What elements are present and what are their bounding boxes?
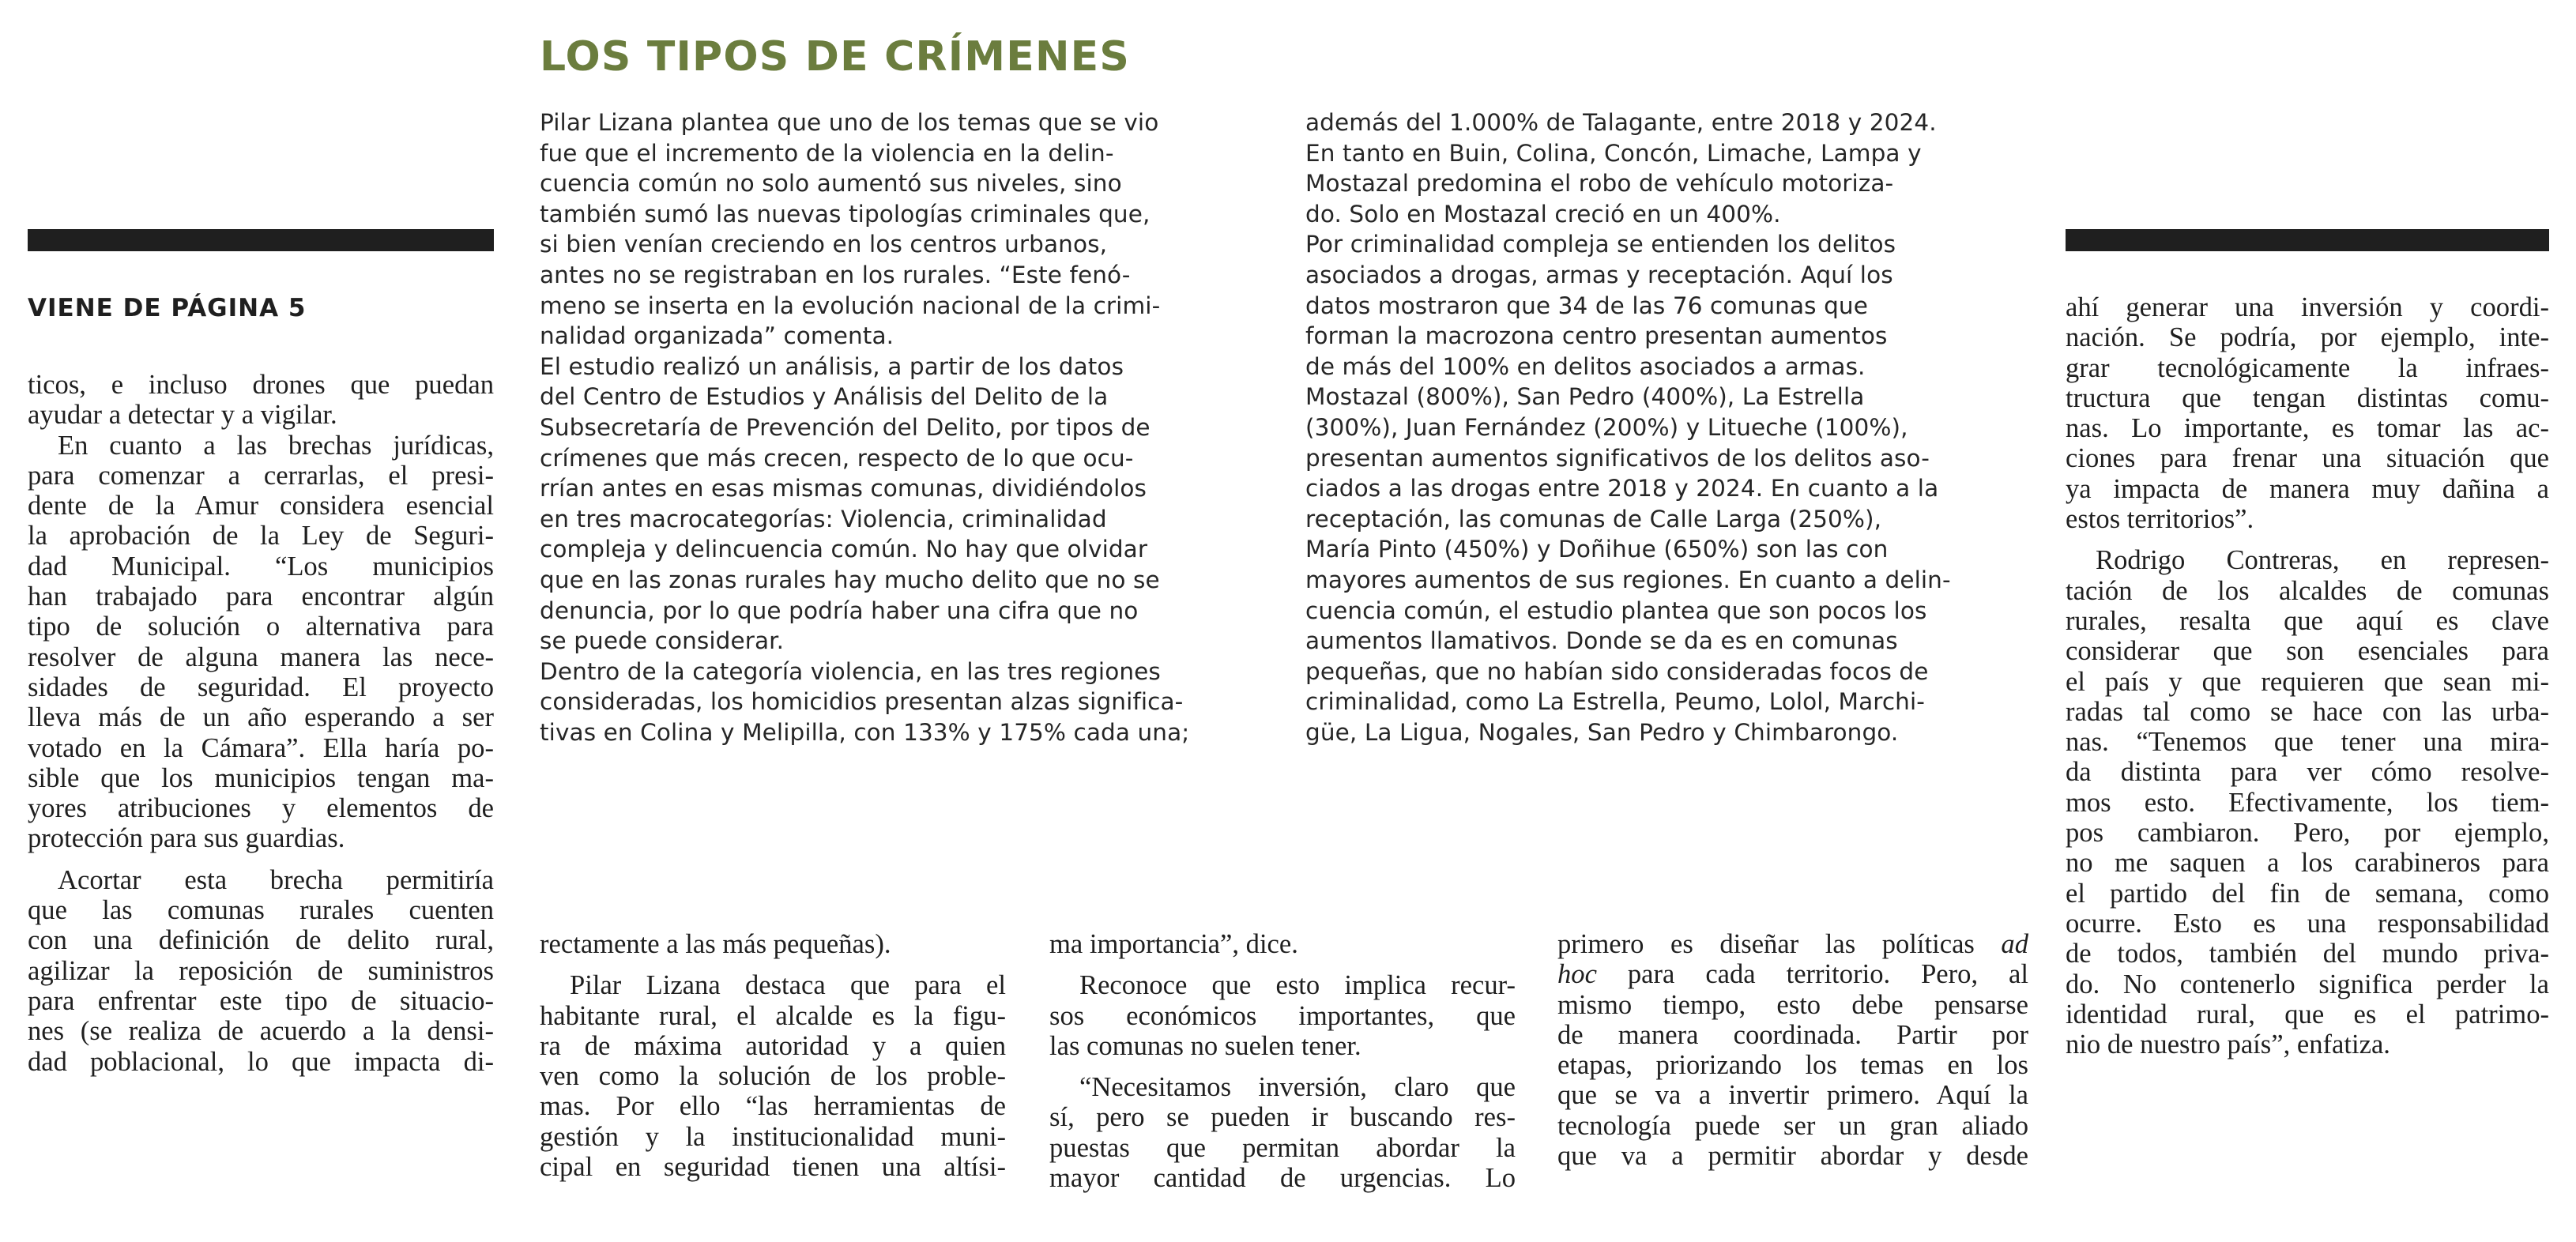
- text-line: tructura que tengan distintas comu-: [2066, 382, 2549, 413]
- text-line: de todos, también del mundo priva-: [2066, 939, 2549, 969]
- text-line: dad poblacional, lo que impacta di-: [28, 1046, 494, 1077]
- text-line: para enfrentar este tipo de situacio-: [28, 985, 494, 1016]
- text-line: sible que los municipios tengan ma-: [28, 762, 494, 793]
- text-line: nación. Se podría, por ejemplo, inte-: [2066, 322, 2549, 353]
- text-line: que se va a invertir primero. Aquí la: [1557, 1080, 2028, 1111]
- text-line: receptación, las comunas de Calle Larga (250%),: [1305, 505, 1882, 533]
- text-line: etapas, priorizando los temas en los: [1557, 1050, 2028, 1081]
- text-line: mos esto. Efectivamente, los tiem-: [2066, 787, 2549, 818]
- text-line: rectamente a las más pequeñas).: [540, 929, 891, 959]
- text-line: ahí generar una inversión y coordi-: [2066, 292, 2549, 322]
- text-line: mismo tiempo, esto debe pensarse: [1557, 989, 2028, 1020]
- text-line: el país y que requieren que sean mi-: [2066, 666, 2549, 697]
- text-line: ocurre. Esto es una responsabilidad: [2066, 908, 2549, 939]
- text-line: lleva más de un año esperando a ser: [28, 702, 494, 733]
- text-line: nes (se realiza de acuerdo a la densi-: [28, 1016, 494, 1047]
- text-line: Mostazal (800%), San Pedro (400%), La Estrella: [1305, 383, 1865, 411]
- text-line: resolver de alguna manera las nece-: [28, 642, 494, 672]
- text-line: sidades de seguridad. El proyecto: [28, 672, 494, 702]
- text-line: protección para sus guardias.: [28, 823, 345, 854]
- text-line: la aprobación de la Ley de Seguri-: [28, 521, 494, 551]
- text-line: cuencia común no solo aumentó sus niveles, sino: [540, 170, 1122, 198]
- text-line: el partido del fin de semana, como: [2066, 878, 2549, 909]
- column-1-text: [28, 370, 494, 1077]
- text-line: [1557, 959, 2028, 989]
- text-line: criminalidad, como La Estrella, Peumo, Lolol, Marchi-: [1305, 688, 1926, 716]
- text-line: El estudio realizó un análisis, a partir de los datos: [540, 352, 1124, 380]
- text-line: cipal en seguridad tienen una altísi-: [540, 1152, 1006, 1183]
- text-line: rurales, resalta que aquí es clave: [2066, 605, 2549, 636]
- text-line: ra de máxima autoridad y a quien: [540, 1030, 1006, 1061]
- text-line: de manera coordinada. Partir por: [1557, 1019, 2028, 1050]
- text-line: aumentos llamativos. Donde se da es en comunas: [1305, 627, 1898, 655]
- text-line: identidad rural, que es el patrimo-: [2066, 999, 2549, 1029]
- text-line: ma importancia”, dice.: [1049, 929, 1298, 959]
- text-line: do. No contenerlo significa perder la: [2066, 969, 2549, 999]
- text-line: pos cambiaron. Pero, por ejemplo,: [2066, 818, 2549, 849]
- text-line: no me saquen a los carabineros para: [2066, 848, 2549, 879]
- text-line: radas tal como se hace con las urba-: [2066, 696, 2549, 727]
- italic-term: hoc: [1557, 959, 1597, 990]
- text-line: también sumó las nuevas tipologías criminales que,: [540, 200, 1151, 228]
- text-line: asociados a drogas, armas y receptación. Aquí los: [1305, 261, 1893, 288]
- text-line: Dentro de la categoría violencia, en las tres regiones: [540, 657, 1161, 685]
- sidebar-text-left: [540, 107, 1267, 747]
- text-line: nas. Lo importante, es tomar las ac-: [2066, 413, 2549, 444]
- text-line: ciados a las drogas entre 2018 y 2024. En cuanto a la: [1305, 475, 1939, 502]
- text-line: que en las zonas rurales hay mucho delito que no se: [540, 566, 1160, 593]
- text-line: que las comunas rurales cuenten: [28, 895, 494, 926]
- text-line: rrían antes en esas mismas comunas, dividiéndolos: [540, 475, 1147, 502]
- sidebar-text-right: [1305, 107, 2040, 747]
- text-line: sí, pero se pueden ir buscando res-: [1049, 1102, 1516, 1133]
- text-line: nas. “Tenemos que tener una mira-: [2066, 727, 2549, 758]
- text-line: en tres macrocategorías: Violencia, criminalidad: [540, 505, 1107, 533]
- text-line: mayores aumentos de sus regiones. En cuanto a delin-: [1305, 566, 1951, 593]
- text-line: presentan aumentos significativos de los delitos aso-: [1305, 444, 1930, 472]
- text-line: cuencia común, el estudio plantea que son pocos los: [1305, 597, 1927, 624]
- text-line: agilizar la reposición de suministros: [28, 955, 494, 986]
- text-line: fue que el incremento de la violencia en la delin-: [540, 139, 1114, 167]
- column-3-text: [1049, 929, 1516, 1193]
- text-line: votado en la Cámara”. Ella haría po-: [28, 732, 494, 763]
- text-line: denuncia, por lo que podría haber una cifra que no: [540, 597, 1139, 624]
- text-line: Pilar Lizana destaca que para el: [570, 970, 1006, 1001]
- text-line: güe, La Ligua, Nogales, San Pedro y Chimbarongo.: [1305, 718, 1899, 746]
- text-line: Mostazal predomina el robo de vehículo motoriza-: [1305, 170, 1894, 198]
- text-line: para comenzar a cerrarlas, el presi-: [28, 460, 494, 491]
- text-line: de más del 100% en delitos asociados a armas.: [1305, 352, 1866, 380]
- text-line: ayudar a detectar y a vigilar.: [28, 400, 337, 431]
- text-line: del Centro de Estudios y Análisis del Delito de la: [540, 383, 1109, 411]
- text-line: tación de los alcaldes de comunas: [2066, 575, 2549, 606]
- text-line: se puede considerar.: [540, 627, 785, 655]
- text-line: Por criminalidad compleja se entienden los delitos: [1305, 231, 1896, 258]
- text-line: “Necesitamos inversión, claro que: [1079, 1072, 1516, 1103]
- text-line: antes no se registraban en los rurales. “Este fenó-: [540, 261, 1131, 288]
- text-line: mayor cantidad de urgencias. Lo: [1049, 1163, 1516, 1194]
- left-column-rule: [28, 229, 494, 251]
- text-line: gestión y la institucionalidad muni-: [540, 1121, 1006, 1152]
- text-line: da distinta para ver cómo resolve-: [2066, 757, 2549, 788]
- text-line: forman la macrozona centro presentan aumentos: [1305, 322, 1888, 350]
- text-line: tivas en Colina y Melipilla, con 133% y 175% cada una;: [540, 718, 1190, 746]
- text-line: las comunas no suelen tener.: [1049, 1030, 1361, 1061]
- text-line: compleja y delincuencia común. No hay que olvidar: [540, 536, 1148, 563]
- column-2-text: [540, 929, 1006, 1182]
- text-line: habitante rural, el alcalde es la figu-: [540, 1000, 1006, 1031]
- text-line: datos mostraron que 34 de las 76 comunas que: [1305, 292, 1868, 319]
- text-line: En tanto en Buin, Colina, Concón, Limache, Lampa y: [1305, 139, 1922, 167]
- text-line: (300%), Juan Fernández (200%) y Litueche (100%),: [1305, 413, 1908, 441]
- text-line: nio de nuestro país”, enfatiza.: [2066, 1029, 2390, 1060]
- text-line: con una definición de delito rural,: [28, 925, 494, 956]
- text-line: si bien venían creciendo en los centros urbanos,: [540, 231, 1108, 258]
- section-title: LOS TIPOS DE CRÍMENES: [540, 33, 1131, 81]
- text-line: que va a permitir abordar y desde: [1557, 1141, 2028, 1172]
- text-line: mas. Por ello “las herramientas de: [540, 1091, 1006, 1122]
- text-fragment: primero es diseñar las políticas: [1557, 929, 2002, 959]
- text-line: han trabajado para encontrar algún: [28, 581, 494, 612]
- text-line: Pilar Lizana plantea que uno de los temas que se vio: [540, 109, 1159, 136]
- text-line: yores atribuciones y elementos de: [28, 793, 494, 824]
- column-4-text: [1557, 929, 2028, 1171]
- text-line: considerar que son esenciales para: [2066, 636, 2549, 667]
- text-line: ven como la solución de los proble-: [540, 1061, 1006, 1092]
- column-5-text: [2066, 292, 2549, 1059]
- continued-from-label: VIENE DE PÁGINA 5: [28, 294, 307, 322]
- text-line: tecnología puede ser un gran aliado: [1557, 1110, 2028, 1141]
- text-line: sos económicos importantes, que: [1049, 1000, 1516, 1031]
- text-line: Rodrigo Contreras, en represen-: [2096, 545, 2549, 576]
- text-line: ciones para frenar una situación que: [2066, 443, 2549, 474]
- text-line: ticos, e incluso drones que puedan: [28, 370, 494, 400]
- text-line: tipo de solución o alternativa para: [28, 612, 494, 642]
- text-line: nalidad organizada” comenta.: [540, 322, 894, 350]
- text-line: María Pinto (450%) y Doñihue (650%) son las con: [1305, 536, 1889, 563]
- text-line: dad Municipal. “Los municipios: [28, 551, 494, 581]
- text-line: grar tecnológicamente la infraes-: [2066, 352, 2549, 383]
- text-line: do. Solo en Mostazal creció en un 400%.: [1305, 200, 1781, 228]
- text-line: Acortar esta brecha permitiría: [58, 864, 494, 895]
- italic-term: ad: [2001, 929, 2028, 959]
- text-fragment: para cada territorio. Pero, al: [1596, 959, 2028, 990]
- text-line: pequeñas, que no habían sido consideradas focos de: [1305, 657, 1929, 685]
- text-line: además del 1.000% de Talagante, entre 2018 y 2024.: [1305, 109, 1937, 136]
- text-line: meno se inserta en la evolución nacional de la crimi-: [540, 292, 1161, 319]
- text-line: estos territorios”.: [2066, 504, 2254, 535]
- right-column-rule: [2066, 229, 2549, 251]
- text-line: consideradas, los homicidios presentan alzas significa-: [540, 688, 1184, 716]
- text-line: ya impacta de manera muy dañina a: [2066, 473, 2549, 504]
- text-line: [1557, 929, 2028, 959]
- text-line: puestas que permitan abordar la: [1049, 1132, 1516, 1163]
- text-line: Subsecretaría de Prevención del Delito, por tipos de: [540, 413, 1151, 441]
- text-line: En cuanto a las brechas jurídicas,: [58, 430, 494, 461]
- text-line: crímenes que más crecen, respecto de lo que ocu-: [540, 444, 1134, 472]
- text-line: Reconoce que esto implica recur-: [1079, 970, 1516, 1001]
- text-line: dente de la Amur considera esencial: [28, 491, 494, 521]
